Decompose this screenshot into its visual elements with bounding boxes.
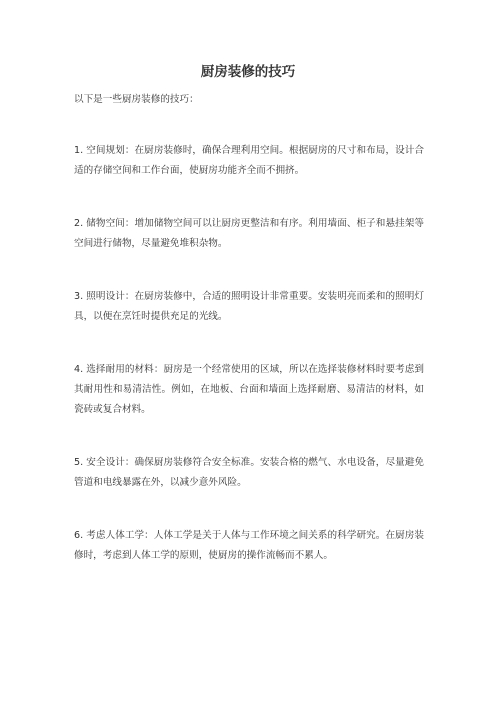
paragraph-storage: 2. 储物空间：增加储物空间可以让厨房更整洁和有序。利用墙面、柜子和悬挂架等空间进行储物，尽量避免堆积杂物。	[74, 218, 424, 249]
paragraph-ergonomics: 6. 考虑人体工学：人体工学是关于人体与工作环境之间关系的科学研究。在厨房装修时，考虑到人体工学的原则，使厨房的操作流畅而不累人。	[74, 530, 424, 561]
paragraph-safety: 5. 安全设计：确保厨房装修符合安全标准。安装合格的燃气、水电设备，尽量避免管道和电线暴露在外，以减少意外风险。	[74, 457, 424, 488]
page-title: 厨房装修的技巧	[200, 64, 296, 80]
paragraph-materials: 4. 选择耐用的材料：厨房是一个经常使用的区域，所以在选择装修材料时要考虑到其耐用性和易清洁性。例如，在地板、台面和墙面上选择耐磨、易清洁的材料，如瓷砖或复合材料。	[74, 364, 424, 415]
paragraph-lighting: 3. 照明设计：在厨房装修中，合适的照明设计非常重要。安装明亮而柔和的照明灯具，以便在烹饪时提供充足的光线。	[74, 291, 424, 322]
paragraph-space-planning: 1. 空间规划：在厨房装修时，确保合理利用空间。根据厨房的尺寸和布局，设计合适的存储空间和工作台面，使厨房功能齐全而不拥挤。	[74, 145, 424, 176]
intro-text: 以下是一些厨房装修的技巧：	[74, 94, 199, 105]
